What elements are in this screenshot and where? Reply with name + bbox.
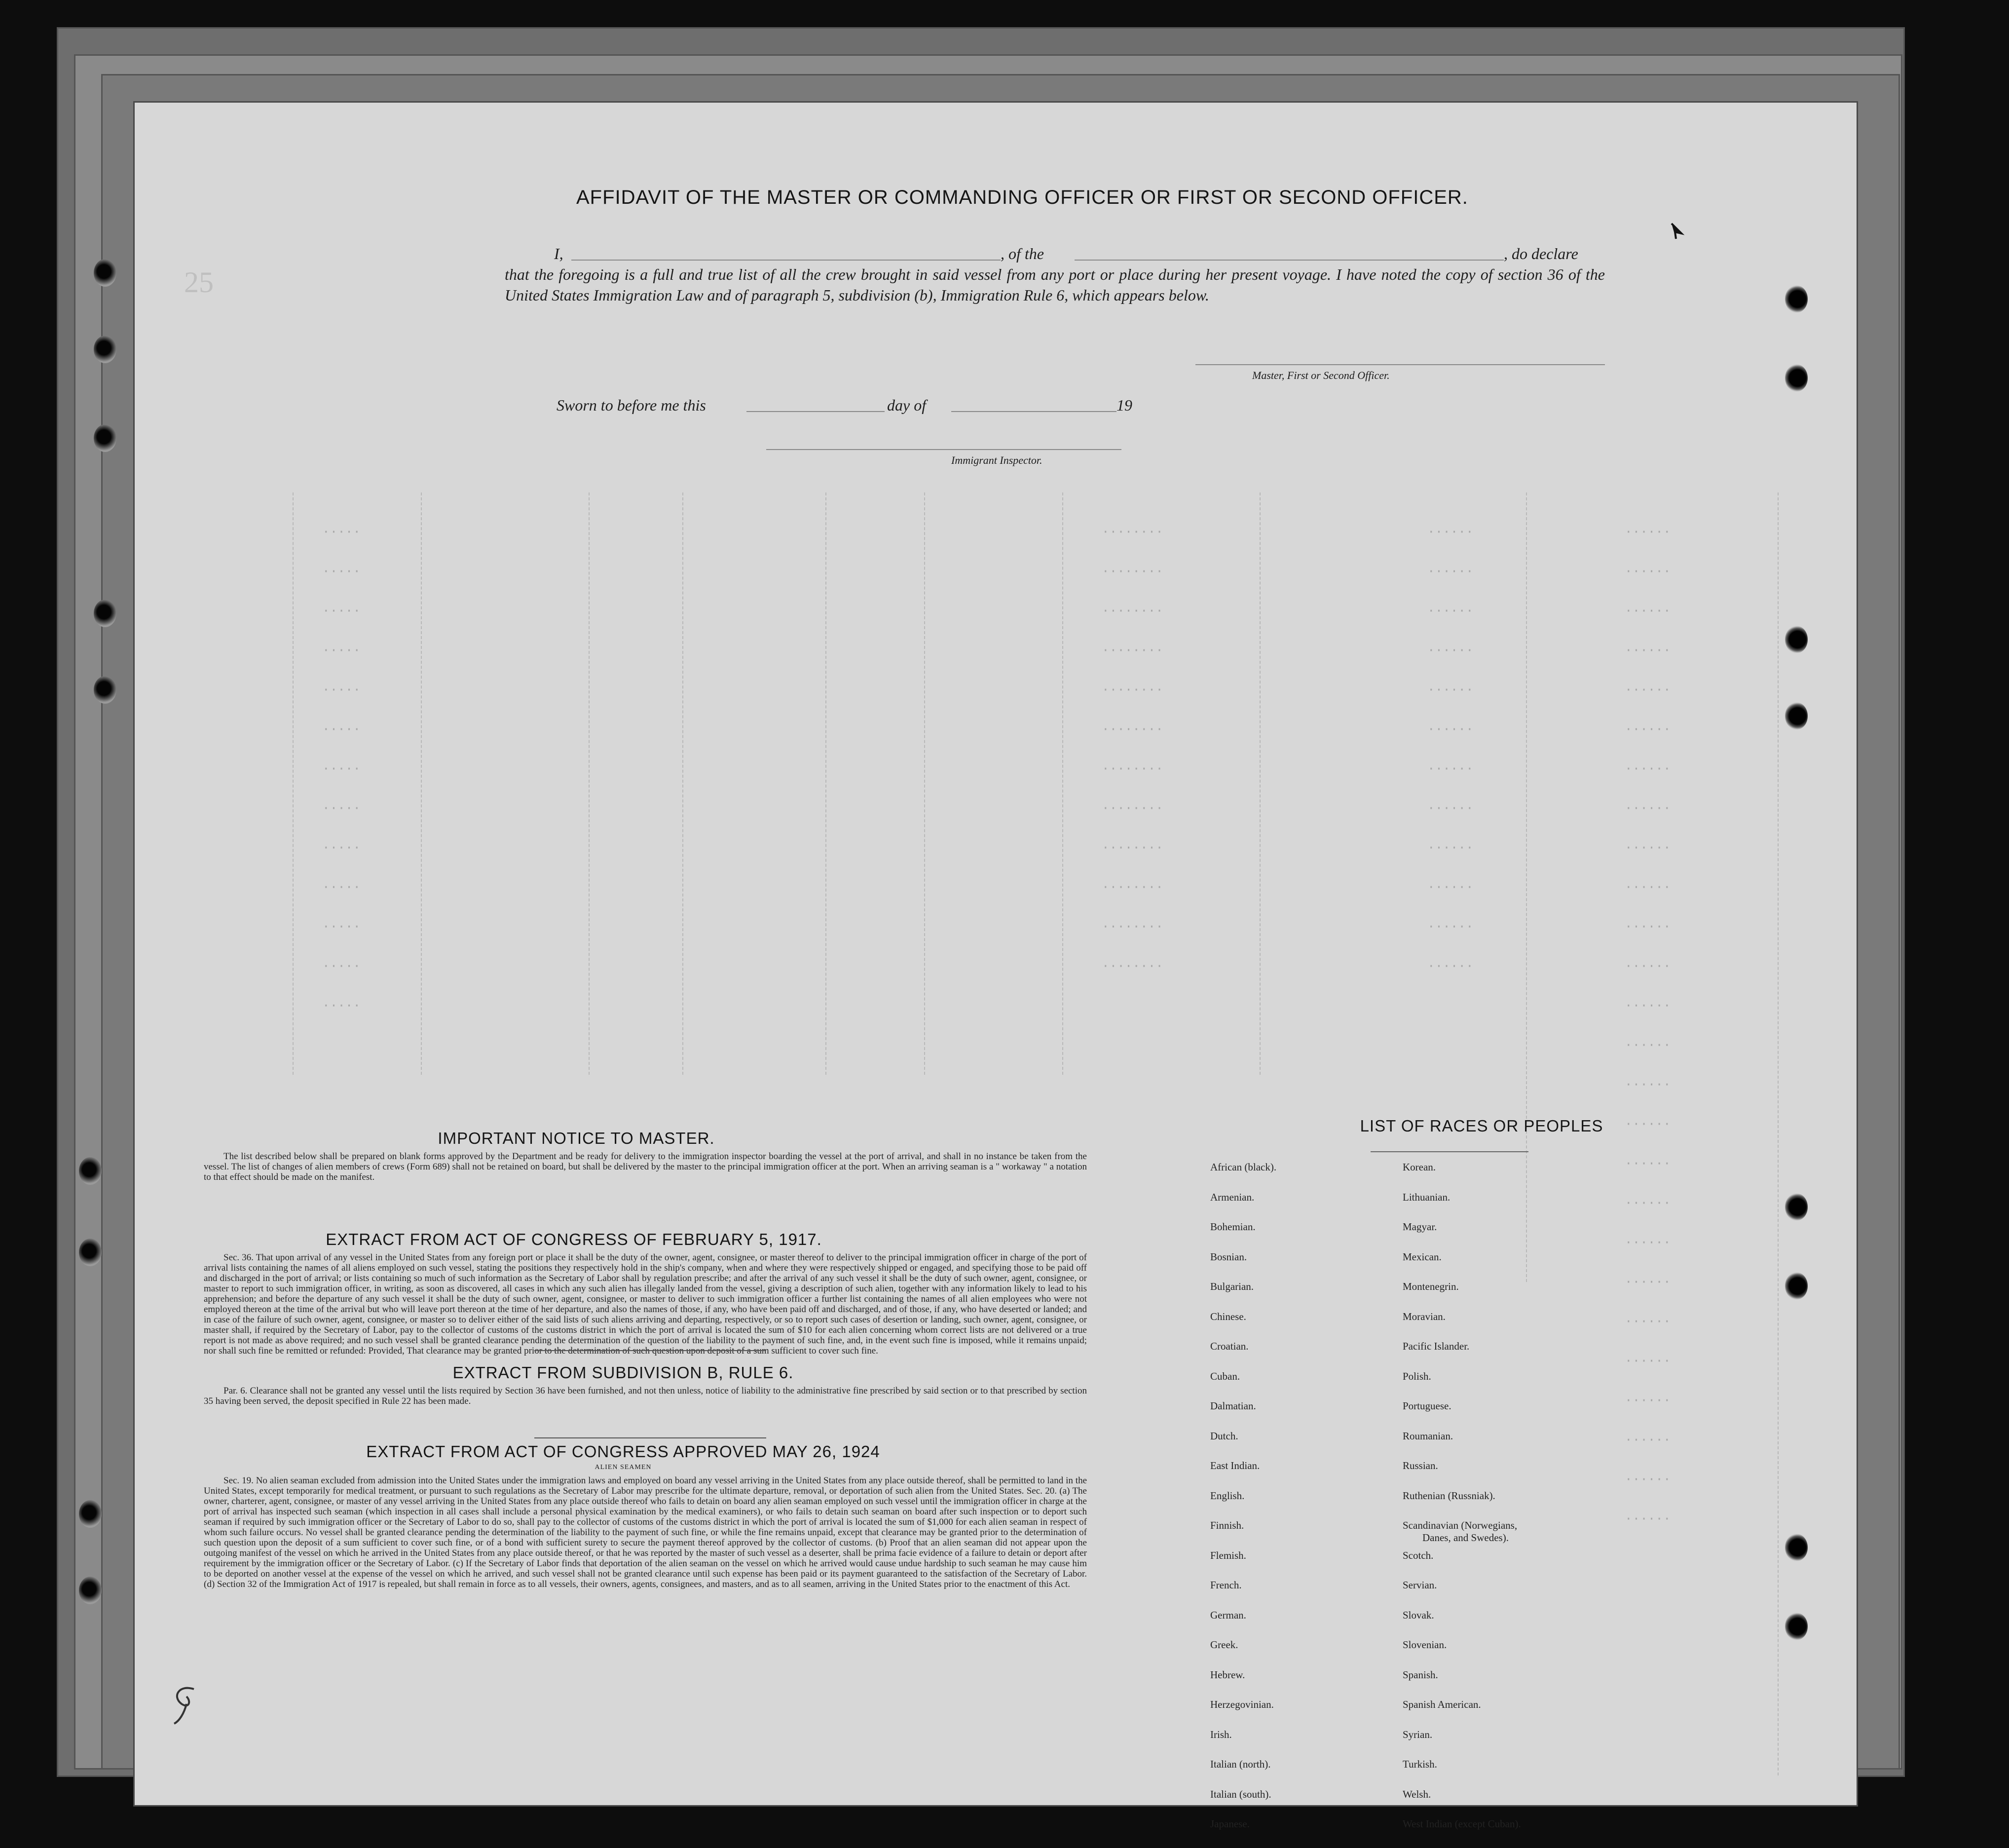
race-item: Welsh. [1403,1788,1431,1800]
race-item: Magyar. [1403,1221,1437,1233]
vessel-name-line [1075,260,1504,261]
race-item: Japanese. [1210,1818,1250,1830]
section-divider [534,1437,766,1438]
bleedthrough-rule [1778,492,1779,1775]
declarant-label: I, [554,245,563,263]
sworn-before-label: Sworn to before me this [557,396,706,414]
race-item: Dalmatian. [1210,1400,1256,1412]
bleedthrough-rule [293,492,294,1075]
binder-hole-icon [94,259,116,287]
bleedthrough-rule [825,492,826,1075]
punch-hole-icon [1785,1534,1808,1561]
bleedthrough-rule [1260,492,1261,1075]
extract-1917-title: EXTRACT FROM ACT OF CONGRESS OF FEBRUARY 5, 1917. [326,1230,822,1248]
do-declare-label: , do declare [1504,245,1578,263]
extract-rule6-title: EXTRACT FROM SUBDIVISION B, RULE 6. [452,1363,794,1382]
year-prefix-label: 19 [1116,396,1132,414]
of-the-label: , of the [1001,245,1044,263]
punch-hole-icon [1785,702,1808,730]
race-item: Montenegrin. [1403,1281,1459,1292]
binder-hole-icon [94,600,116,627]
race-item: Bulgarian. [1210,1281,1254,1292]
bleedthrough-text: ······ ······ ······ ······ ······ ······ ······ ······ ······ ······ ······ ······ [1427,525,1474,974]
extract-1917-text: Sec. 36. That upon arrival of any vessel in the United States from any foreign port or place it shall be the duty of the owner, agent, consignee, or master thereof to deliver to the principal immigration officer in charge of the port of arrival lists containing the names of all aliens employed on such vessel, stating the positions they respectively hold in the ship's company, when and where they were respectively shipped or engaged, and specifying those to be paid off and discharged in the port of arrival; or lists containing so much of such information as the Secretary of Labor shall by regulation prescribe; and after the arrival of any such vessel it shall be the duty of such owner, agent, consignee, or master to report to such immigration officer, in writing, as soon as discovered, all cases in which any such alien has illegally landed from the vessel, giving a description of such alien, together with any information likely to lead to his apprehension; and before the departure of any such vessel it shall be the duty of such owner, agent, consignee, or master to deliver to such immigration officer a further list containing the names of all alien employees who were not employed thereon at the time of the arrival but who will leave port thereon at the time of her departure, and also the names of those, if any, who have been paid off and discharged, and of those, if any, who have deserted or landed; and in case of the failure of such owner, agent, consignee, or master so to deliver either of the said lists of such aliens arriving and departing, respectively, or so to report such cases of desertion or landing, such owner, agent, consignee, or master shall, if required by the Secretary of Labor, pay to the collector of customs of the customs district in which the port of arrival is located the sum of $10 for each alien concerning whom correct lists are not delivered or a true report is not made as above required; and no such vessel shall be granted clearance pending the determination of the question of the liability to the payment of such fine, and, in the event such fine is imposed, while it remains unpaid; nor shall such fine be remitted or refunded: Provided, That clearance may be granted prior to the determination of such question upon deposit of a sum sufficient to cover such fine. [204,1252,1087,1356]
race-item: Scotch. [1403,1549,1434,1561]
race-item-continuation: Danes, and Swedes). [1422,1532,1509,1544]
binder-hole-icon [79,1577,102,1604]
extract-rule6-text: Par. 6. Clearance shall not be granted any vessel until the lists required by Section 36 have been furnished, and not then unless, notice of liability to the administrative fine prescribed by said section or to that prescribed by section 35 having been served, the deposit specified in Rule 22 has been made. [204,1386,1087,1406]
race-item: East Indian. [1210,1460,1260,1471]
punch-hole-icon [1785,285,1808,313]
race-item: Italian (south). [1210,1788,1271,1800]
bleedthrough-rule [589,492,590,1075]
race-item: Greek. [1210,1639,1238,1651]
bleedthrough-rule [1526,492,1527,1282]
race-item: German. [1210,1609,1246,1621]
race-item: Croatian. [1210,1340,1249,1352]
race-item: Bosnian. [1210,1250,1247,1263]
binder-hole-icon [79,1500,102,1528]
race-item: Herzegovinian. [1210,1698,1274,1710]
races-right-column [1403,1161,1521,1848]
binder-hole-icon [79,1157,102,1185]
race-item-multiline [1403,1519,1521,1549]
race-item: Moravian. [1403,1310,1446,1322]
manifest-page [133,101,1858,1830]
races-title-rule [1371,1151,1528,1152]
race-item: Armenian. [1210,1191,1255,1203]
race-item: English. [1210,1489,1245,1502]
punch-hole-icon [1785,1272,1808,1300]
race-item: Polish. [1403,1370,1431,1382]
declarant-name-line [571,260,1001,261]
page-number-bleedthrough: 25 [184,266,214,299]
race-item: Scandinavian (Norwegians, [1403,1519,1518,1531]
race-item: Dutch. [1210,1430,1238,1442]
sworn-month-line [951,411,1116,412]
race-item: Ruthenian (Russniak). [1403,1489,1495,1502]
race-item: Cuban. [1210,1370,1240,1382]
bleedthrough-rule [924,492,925,1075]
race-item: Turkish. [1403,1758,1437,1770]
punch-hole-icon [1785,626,1808,653]
inspector-signature-line [766,449,1121,450]
punch-hole-icon [1785,1613,1808,1640]
race-item: Italian (north). [1210,1758,1271,1770]
binder-hole-icon [94,676,116,704]
race-item: Irish. [1210,1728,1232,1740]
notice-title: IMPORTANT NOTICE TO MASTER. [438,1129,715,1147]
sworn-day-line [746,411,885,412]
race-item: Slovak. [1403,1609,1434,1621]
day-of-label: day of [887,396,927,414]
race-item: Finnish. [1210,1519,1244,1531]
binder-hole-icon [79,1239,102,1266]
section-divider [534,1350,766,1351]
race-item: Portuguese. [1403,1400,1451,1412]
bleedthrough-rule [421,492,422,1075]
master-signature-label: Master, First or Second Officer. [1252,369,1390,381]
race-item: Pacific Islander. [1403,1340,1470,1352]
race-item: Flemish. [1210,1549,1246,1561]
race-item: Bohemian. [1210,1221,1256,1233]
races-left-column [1210,1161,1276,1848]
race-item: Mexican. [1403,1250,1442,1263]
notice-text: The list described below shall be prepared on blank forms approved by the Department and be ready for delivery to the immigration inspector boarding the vessel at the port of arrival, and shall in no instance be taken from the vessel. The list of changes of alien members of crews (Form 689) shall not be retained on board, but shall be delivered by the master to the principal immigration officer at the port. When an arriving seaman is a " workaway " a notation to that effect should be made on the manifest. [204,1151,1087,1182]
race-item: Spanish American. [1403,1698,1481,1710]
extract-1924-text: Sec. 19. No alien seaman excluded from admission into the United States under the immigration laws and employed on board any vessel arriving in the United States from any place outside thereof, shall be permitted to land in the United States, except temporarily for medical treatment, or pursuant to such regulations as the Secretary of Labor may prescribe for the ultimate departure, removal, or deportation of such alien from the United States. Sec. 20. (a) The owner, charterer, agent, consignee, or master of any vessel arriving in the United States from any place outside thereof who fails to detain on board any alien seaman employed on such vessel until the immigration officer in charge at the port of arrival has inspected such seaman (which inspection in all cases shall include a personal physical examination by the medical examiners), or who fails to detain such seaman on board after such inspection or to deport such seaman if required by such immigration officer or the Secretary of Labor to do so, shall pay to the collector of customs of the customs district in which the port of arrival is located the sum of $1,000 for each alien seaman in respect of whom such failure occurs. No vessel shall be granted clearance pending the determination of the liability to the payment of such fine, or while the fine remains unpaid, except that clearance may be granted prior to the determination of such question upon the deposit of a sum sufficient to cover such fine, or of a bond with sufficient surety to secure the payment thereof approved by the collector of customs. (b) Proof that an alien seaman did not appear upon the outgoing manifest of the vessel on which he arrived in the United States from any place outside thereof, or that he was reported by the master of such vessel as a deserter, shall be prima facie evidence of a failure to detain or deport after requirement by the immigration officer or the Secretary of Labor. (c) If the Secretary of Labor finds that deportation of the alien seaman on the vessel on which he arrived would cause undue hardship to such seaman he may cause him to be deported on another vessel at the expense of the vessel on which he arrived, and such vessel shall not be granted clearance until such expense has been paid or its payment guaranteed to the satisfaction of the Secretary of Labor. (d) Section 32 of the Immigration Act of 1917 is repealed, but shall remain in force as to all vessels, their owners, agents, consignees, and masters, and as to all seamen, arriving in the United States prior to the enactment of this Act. [204,1475,1087,1589]
punch-hole-icon [1785,1193,1808,1221]
inspector-label: Immigrant Inspector. [951,454,1042,466]
bleedthrough-text: ········ ········ ········ ········ ········ ········ ········ ········ ········ ········ ········ ········ [1102,525,1163,974]
arrow-mark-icon [1669,221,1684,241]
binder-hole-icon [94,336,116,363]
race-item: Lithuanian. [1403,1191,1451,1203]
race-item: French. [1210,1579,1242,1591]
bleedthrough-text: ····· ····· ····· ····· ····· ····· ····· ····· ····· ····· ····· ····· ····· [322,525,361,1013]
race-item: Russian. [1403,1460,1438,1471]
extract-1924-subtitle: ALIEN SEAMEN [595,1464,652,1471]
extract-1924-title: EXTRACT FROM ACT OF CONGRESS APPROVED MAY 26, 1924 [366,1442,880,1461]
punch-hole-icon [1785,364,1808,392]
race-item: Roumanian. [1403,1430,1453,1442]
pencil-mark-icon [164,1682,204,1726]
affidavit-title: AFFIDAVIT OF THE MASTER OR COMMANDING OFFICER OR FIRST OR SECOND OFFICER. [576,187,1468,208]
race-item: Servian. [1403,1579,1437,1591]
race-item: Chinese. [1210,1310,1246,1322]
bleedthrough-rule [682,492,683,1075]
race-item: Korean. [1403,1161,1436,1173]
bleedthrough-text: ······ ······ ······ ······ ······ ······ ······ ······ ······ ······ ······ ······ ······ ······ ······ ······ ······ ······ ······ ······ ······ ······ ······ ······ ······ ······ [1625,525,1671,1526]
race-item: Syrian. [1403,1728,1433,1740]
race-item: West Indian (except Cuban). [1403,1818,1521,1830]
bleedthrough-rule [1062,492,1063,1075]
master-signature-line [1195,364,1605,365]
race-item: African (black). [1210,1161,1277,1173]
race-item: Hebrew. [1210,1668,1245,1681]
binder-hole-icon [94,424,116,452]
race-item: Spanish. [1403,1668,1438,1681]
races-title: LIST OF RACES OR PEOPLES [1360,1117,1603,1135]
race-item: Slovenian. [1403,1639,1447,1651]
affidavit-body: that the foregoing is a full and true list of all the crew brought in said vessel from any port or place during her present voyage. I have noted the copy of section 36 of the United States Immigration Law and of paragraph 5, subdivision (b), Immigration Rule 6, which appears below. [505,265,1605,304]
